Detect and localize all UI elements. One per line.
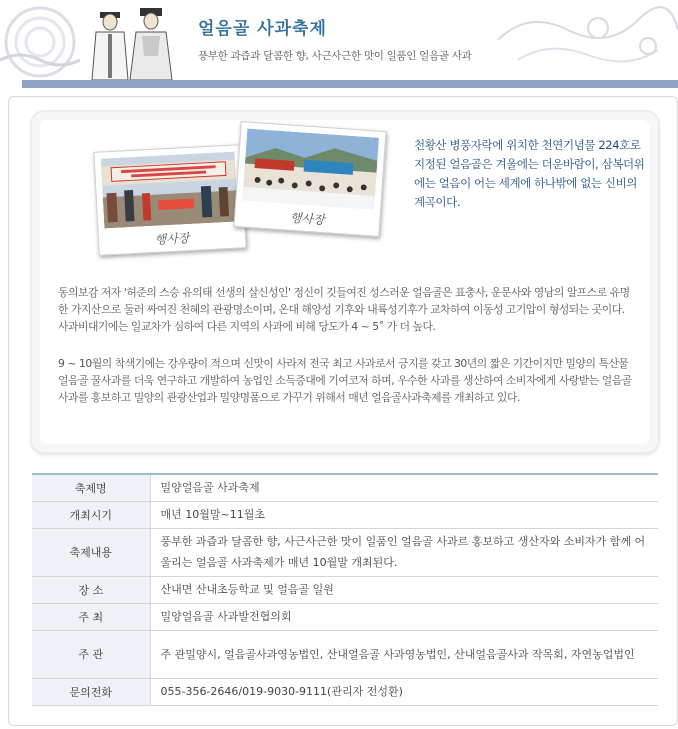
table-row — [32, 474, 658, 501]
table-row — [32, 603, 658, 630]
table-row — [32, 576, 658, 603]
page-title: 얼음골 사과축제 — [198, 19, 327, 39]
event-photo-1-image — [101, 152, 238, 229]
row-label-contact: 문의전화 — [32, 678, 150, 705]
table-row — [32, 630, 658, 678]
event-photo-2-caption: 행사장 — [289, 210, 326, 228]
row-value-organizer: 주 관밀양시, 얼음골사과영농법인, 산내얼음골 사과영농법인, 산내얼음골사과 작목회, 자연농업법인 — [150, 630, 658, 678]
table-row — [32, 501, 658, 528]
row-value-host: 밀양얼음골 사과발전협의회 — [150, 603, 658, 630]
event-photo-2-image — [242, 129, 379, 210]
row-value-contact: 055-356-2646/019-9030-9111(관리자 전성환) — [150, 678, 658, 705]
intro-paragraph-1: 동의보감 저자 '허준의 스승 유의태 선생의 살신성인' 정신이 깃들여진 성스러운 얼음골은 표충사, 운문사와 영남의 알프스로 유명한 가지산으로 둘러 싸여진 천혜의 관광명소이며, 온대 해양성 기후와 내륙성기후가 교차하여 이동성 고기압이 형성되는 곳이다. 사과비대기에는 일교차가 심하여 다른 지역의 사과에 비해 당도가 4 ~ 5˚ 가 더 높다. — [58, 286, 630, 333]
row-label-host: 주 최 — [32, 603, 150, 630]
event-photo-1-caption: 행사장 — [154, 231, 190, 247]
row-label-festival-name: 축제명 — [32, 474, 150, 501]
row-label-organizer: 주 관 — [32, 630, 150, 678]
row-value-period: 매년 10월말~11월초 — [150, 501, 658, 528]
row-value-content: 풍부한 과즙과 달콤한 향, 사근사근한 맛이 일품인 얼음골 사과르 홍보하고 생산자와 소비자가 함께 어울리는 얼음골 사과축제가 매년 10월말 개최된다. — [150, 528, 658, 576]
festival-info-table — [32, 473, 658, 706]
table-row — [32, 528, 658, 576]
cloud-pattern-right — [478, 0, 678, 80]
row-label-venue: 장 소 — [32, 576, 150, 603]
row-label-period: 개최시기 — [32, 501, 150, 528]
intro-paragraph-2: 9 ~ 10월의 착색기에는 강우량이 적으며 신맛이 사라져 전국 최고 사과로서 긍지를 갖고 30년의 짧은 기간이지만 밀양의 특산물 얼음골 꿀사과를 더욱 연구하고 개발하여 농업인 소득증대에 기여코저 하며, 우수한 사과를 생산하여 소비자에게 사랑받는 얼음골 사과를 홍보하고 밀양의 관광산업과 밀양명품으로 가꾸기 위해서 매년 얼음골사과축제를 개최하고 있다. — [58, 357, 632, 404]
intro-lead-text: 천황산 병풍자락에 위치한 천연기념물 224호로 지정된 얼음골은 겨울에는 더운바람이, 삼복더위에는 얼음이 어는 세계에 하나밖에 없는 신비의 계곡이다. — [414, 138, 645, 209]
event-photo-2 — [233, 121, 386, 237]
header-divider — [22, 80, 678, 88]
row-value-festival-name: 밀양얼음골 사과축제 — [150, 474, 658, 501]
scholar-figures-illustration — [88, 6, 188, 82]
event-photo-1 — [93, 144, 246, 256]
row-value-venue: 산내면 산내초등학교 및 얼음골 일원 — [150, 576, 658, 603]
page-header — [0, 0, 678, 88]
table-row — [32, 678, 658, 705]
row-label-content: 축제내용 — [32, 528, 150, 576]
page-subtitle: 풍부한 과즙과 달콤한 향, 사근사근한 맛이 일품인 얼음골 사과 — [198, 50, 472, 62]
